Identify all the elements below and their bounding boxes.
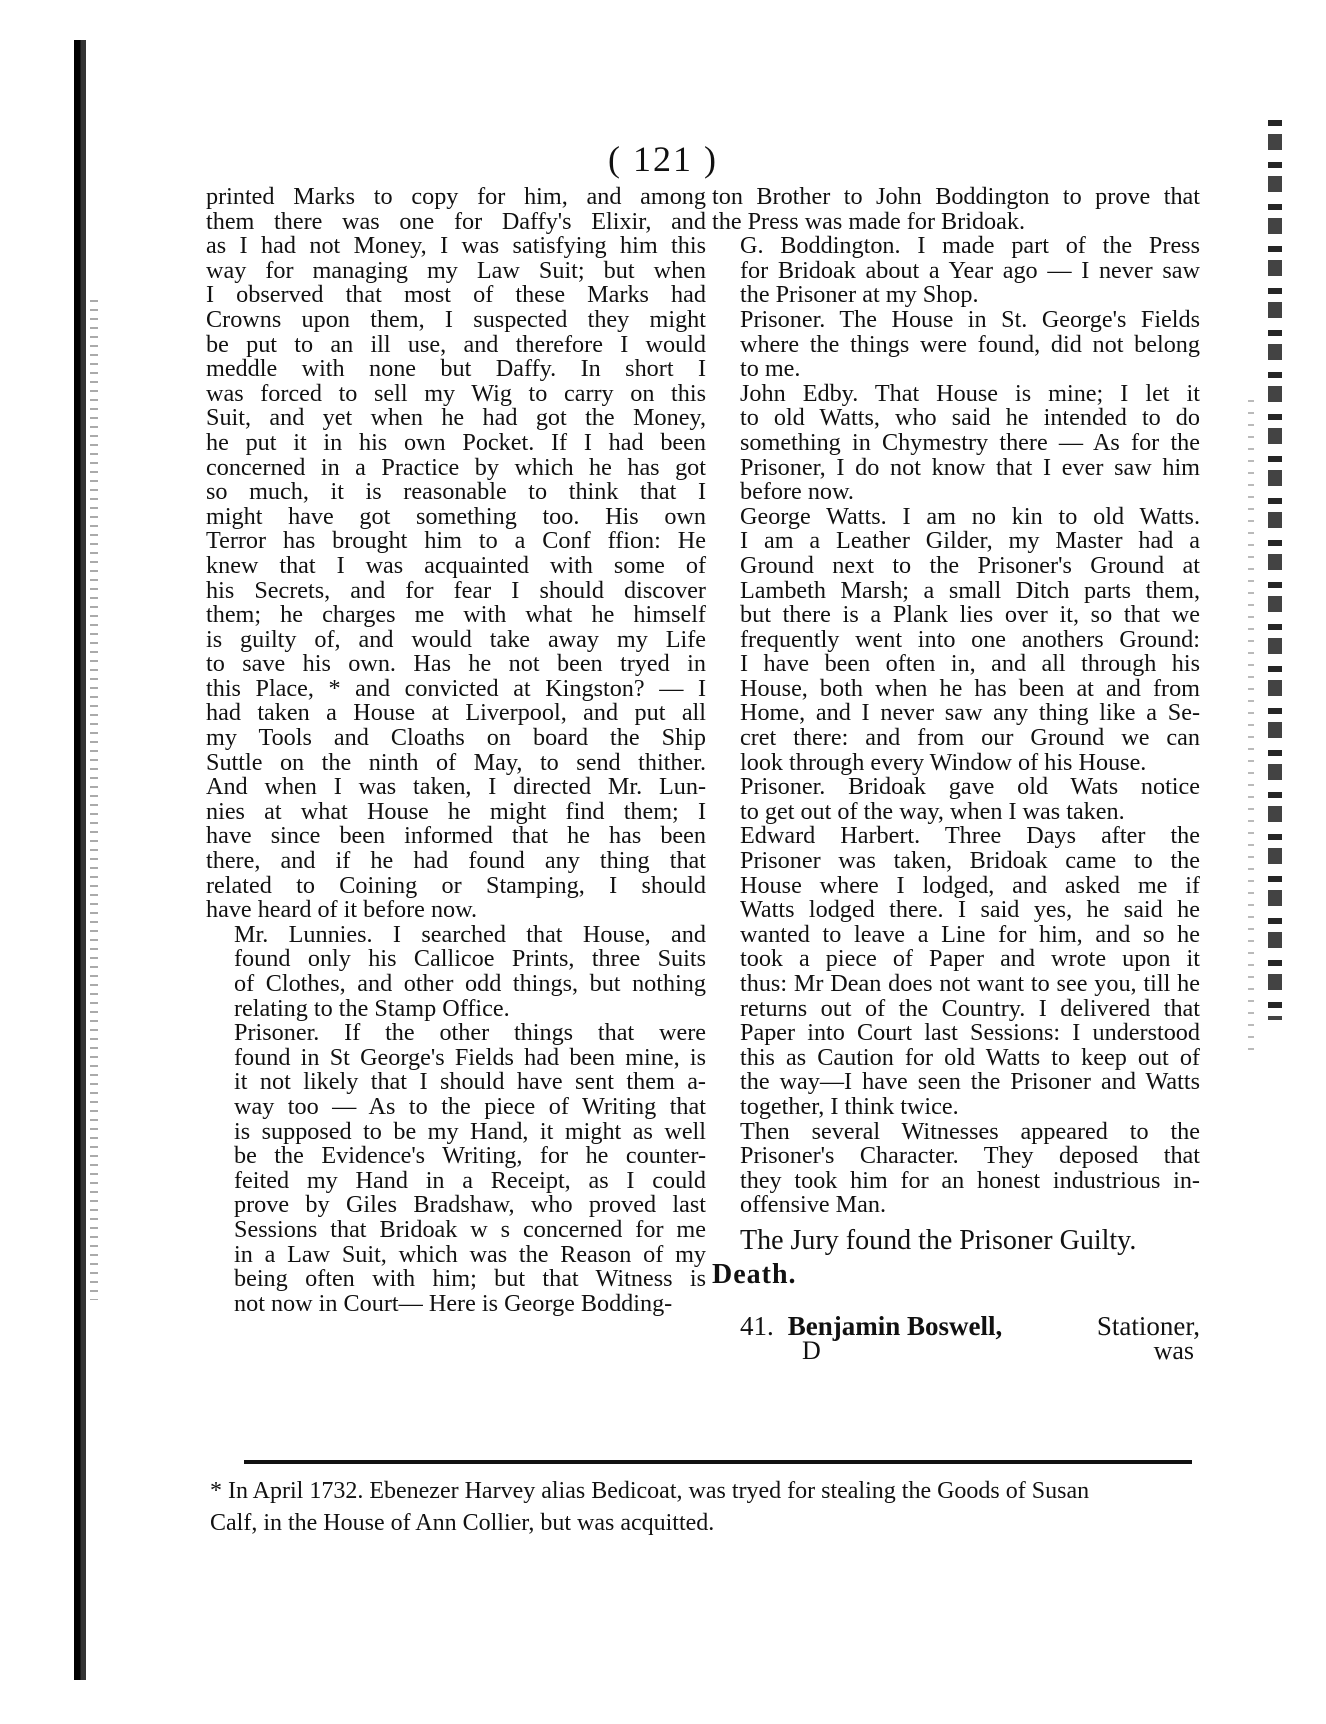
text-line: related to Coining or Stamping, I should: [206, 871, 706, 899]
text-line: before now.: [740, 478, 854, 506]
defendant-name: Benjamin Boswell,: [787, 1310, 1003, 1341]
text-line: John Edby. That House is mine; I let it: [740, 379, 1200, 407]
scan-edge-left: [74, 40, 86, 1680]
text-line: was forced to sell my Wig to carry on this: [206, 379, 706, 407]
defence-paragraph: [206, 185, 706, 923]
text-line: found only his Callicoe Prints, three Suits: [234, 945, 706, 973]
text-line: way too — As to the piece of Writing that: [234, 1092, 706, 1120]
text-line: I have been often in, and all through his: [740, 650, 1200, 678]
text-line: House where I lodged, and asked me if: [740, 871, 1200, 899]
text-line: not now in Court— Here is George Bodding-: [234, 1289, 673, 1317]
text-line: had taken a House at Liverpool, and put all: [206, 699, 706, 727]
text-line: being often with him; but that Witness is: [234, 1265, 706, 1293]
george-watts-paragraph: [712, 502, 1200, 776]
text-line: wanted to leave a Line for him, and so he: [740, 920, 1200, 948]
text-line: Crowns upon them, I suspected they might: [206, 305, 706, 333]
text-line: Suit, and yet when he had got the Money,: [206, 404, 706, 432]
footnote-line-2: Calf, in the House of Ann Collier, but was acquitted.: [210, 1510, 715, 1536]
text-line: his Secrets, and for fear I should discover: [206, 576, 706, 604]
entry-number: 41.: [740, 1310, 774, 1341]
text-line: to save his own. Has he not been tryed in: [206, 650, 706, 678]
text-line: to get out of the way, when I was taken.: [740, 797, 1125, 825]
text-line: Suttle on the ninth of May, to send thither.: [206, 748, 706, 776]
text-line: might have got something too. His own: [206, 502, 706, 530]
text-line: thus: Mr Dean does not want to see you, till he: [740, 970, 1200, 997]
verdict: [712, 1224, 1200, 1292]
text-line: the way—I have seen the Prisoner and Watts: [740, 1068, 1200, 1096]
next-entry: [712, 1310, 1200, 1365]
text-line: knew that I was acquainted with some of: [206, 551, 706, 579]
prisoner-paragraph-1: [712, 305, 1200, 383]
text-line: Paper into Court last Sessions: I understood: [740, 1019, 1200, 1047]
left-column: [206, 185, 706, 1316]
text-line: Prisoner was taken, Bridoak came to the: [740, 847, 1200, 875]
text-line: is supposed to be my Hand, it might as well: [234, 1117, 706, 1145]
text-line: this as Caution for old Watts to keep out of: [740, 1043, 1200, 1071]
text-line: Mr. Lunnies. I searched that House, and: [234, 920, 706, 948]
text-line: of Clothes, and other odd things, but nothing: [234, 970, 706, 997]
text-line: returns out of the Country. I delivered that: [740, 994, 1200, 1022]
text-line: look through every Window of his House.: [740, 748, 1147, 776]
text-line: he put it in his own Pocket. If I had been: [206, 428, 706, 456]
text-line: there, and if he had found any thing that: [206, 847, 706, 875]
footnote-rule: [244, 1460, 1192, 1464]
text-line: be the Evidence's Writing, for he counter-: [234, 1142, 706, 1170]
text-line: printed Marks to copy for him, and among: [206, 183, 706, 210]
text-line: ton Brother to John Boddington to prove that: [712, 183, 1200, 210]
text-line: prove by Giles Bradshaw, who proved last: [234, 1191, 706, 1219]
text-line: House, both when he has been at and from: [740, 674, 1200, 702]
harbert-paragraph: [712, 824, 1200, 1119]
continued-paragraph: [712, 185, 1200, 234]
text-line: way for managing my Law Suit; but when: [206, 256, 706, 284]
text-line: took a piece of Paper and wrote upon it: [740, 945, 1200, 973]
text-line: Edward Harbert. Three Days after the: [740, 822, 1200, 850]
text-line: found in St George's Fields had been mine, is: [234, 1043, 706, 1071]
text-line: Prisoner. The House in St. George's Fields: [740, 305, 1200, 333]
text-line: Then several Witnesses appeared to the: [740, 1117, 1200, 1145]
text-line: cret there: and from our Ground we can: [740, 724, 1200, 752]
scan-edge-right: [1268, 120, 1282, 1020]
edby-paragraph: [712, 379, 1200, 506]
lunnies-paragraph: [206, 920, 706, 1022]
text-line: feited my Hand in a Receipt, as I could: [234, 1166, 706, 1194]
text-line: concerned in a Practice by which he has got: [206, 453, 706, 481]
catch-row: [712, 1335, 1200, 1365]
text-line: Sessions that Bridoak w s concerned for me: [234, 1215, 706, 1243]
verdict-text: The Jury found the Prisoner Guilty.: [740, 1224, 1137, 1256]
witnesses-paragraph: [712, 1117, 1200, 1219]
text-line: have since been informed that he has been: [206, 822, 706, 850]
text-line: George Watts. I am no kin to old Watts.: [740, 502, 1200, 530]
footnote: [210, 1475, 1200, 1539]
text-line: the Press was made for Bridoak.: [712, 207, 1026, 235]
scan-noise-right: [1248, 400, 1254, 1050]
text-line: my Tools and Cloaths on board the Ship: [206, 724, 706, 752]
scan-noise-left: [90, 300, 98, 1300]
text-line: Prisoner. If the other things that were: [234, 1019, 706, 1047]
prisoner-paragraph: [206, 1021, 706, 1316]
text-line: Watts lodged there. I said yes, he said he: [740, 896, 1200, 924]
text-line: as I had not Money, I was satisfying him this: [206, 232, 706, 260]
right-column: [712, 185, 1200, 1363]
text-line: be put to an ill use, and therefore I would: [206, 330, 706, 358]
text-line: have heard of it before now.: [206, 896, 478, 924]
text-line: something in Chymestry there — As for the: [740, 428, 1200, 456]
sentence: Death.: [712, 1258, 797, 1290]
text-line: them; he charges me with what he himself: [206, 601, 706, 629]
catchword: was: [1153, 1335, 1194, 1365]
text-line: where the things were found, did not belong: [740, 330, 1200, 358]
text-line: offensive Man.: [740, 1191, 886, 1219]
text-line: to old Watts, who said he intended to do: [740, 404, 1200, 432]
boddington-paragraph: [712, 234, 1200, 308]
text-line: it not likely that I should have sent them a-: [234, 1068, 706, 1096]
text-line: Ground next to the Prisoner's Ground at: [740, 551, 1200, 579]
text-line: is guilty of, and would take away my Life: [206, 625, 706, 653]
text-line: nies at what House he might find them; I: [206, 797, 706, 825]
text-line: this Place, * and convicted at Kingston? — I: [206, 674, 706, 702]
text-line: they took him for an honest industrious in-: [740, 1166, 1200, 1194]
text-line: Prisoner, I do not know that I ever saw him: [740, 453, 1200, 481]
footnote-line-1: * In April 1732. Ebenezer Harvey alias Bedicoat, was tryed for stealing the Goods of Susan: [210, 1478, 1090, 1504]
text-line: frequently went into one anothers Ground:: [740, 625, 1200, 653]
text-line: Prisoner. Bridoak gave old Wats notice: [740, 773, 1200, 801]
text-line: Terror has brought him to a Conf ffion: He: [206, 527, 706, 555]
defendant-trade: Stationer,: [1096, 1310, 1200, 1341]
text-line: them there was one for Daffy's Elixir, and: [206, 207, 706, 235]
text-line: Lambeth Marsh; a small Ditch parts them,: [740, 576, 1200, 604]
text-line: for Bridoak about a Year ago — I never saw: [740, 256, 1200, 284]
text-line: relating to the Stamp Office.: [234, 994, 510, 1022]
text-line: together, I think twice.: [740, 1092, 959, 1120]
text-line: And when I was taken, I directed Mr. Lun-: [206, 773, 706, 801]
text-line: Prisoner's Character. They deposed that: [740, 1142, 1200, 1170]
text-line: Home, and I never saw any thing like a Se-: [740, 699, 1200, 727]
page-number: ( 121 ): [608, 139, 718, 179]
prisoner-paragraph-2: [712, 775, 1200, 824]
text-line: I am a Leather Gilder, my Master had a: [740, 527, 1200, 555]
text-line: but there is a Plank lies over it, so that we: [740, 601, 1200, 629]
text-line: G. Boddington. I made part of the Press: [740, 232, 1200, 260]
text-line: I observed that most of these Marks had: [206, 281, 706, 309]
text-line: the Prisoner at my Shop.: [740, 281, 979, 309]
signature-mark: D: [802, 1335, 821, 1365]
text-line: to me.: [740, 355, 801, 383]
text-line: meddle with none but Daffy. In short I: [206, 355, 706, 383]
text-line: in a Law Suit, which was the Reason of my: [234, 1240, 706, 1268]
text-line: so much, it is reasonable to think that I: [206, 478, 706, 506]
